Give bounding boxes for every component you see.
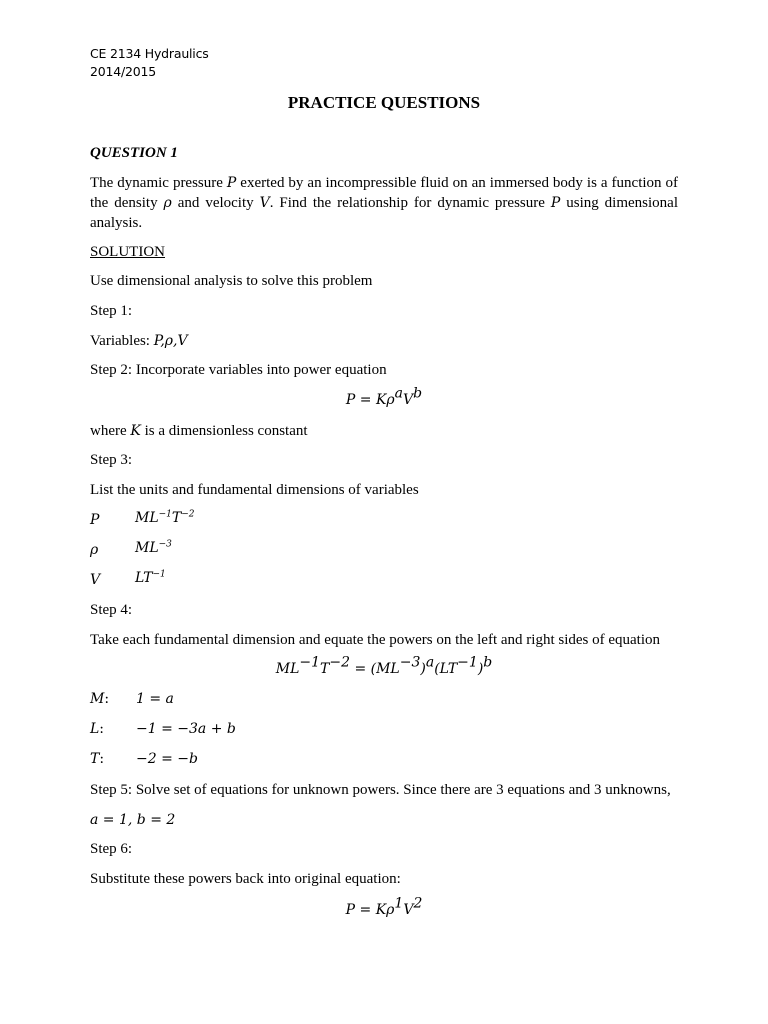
course-header: CE 2134 Hydraulics — [90, 46, 209, 61]
dim-var-rho: ρ — [90, 542, 99, 558]
dim-var-p: P — [90, 512, 100, 528]
dim-var-v: V — [90, 572, 101, 588]
dim-value-p: $ML^{-1}T^{-2}$ — [135, 509, 195, 526]
step3-label: Step 3: — [90, 452, 133, 468]
solution-intro: Use dimensional analysis to solve this problem — [90, 273, 373, 289]
solution-heading: SOLUTION — [90, 244, 165, 260]
question-heading: QUESTION 1 — [90, 145, 178, 161]
year-header: 2014/2015 — [90, 64, 157, 79]
dimension-equation: $ML^{-1}T^{-2} = (ML^{-3})^a(LT^{-1})^b$ — [275, 654, 493, 677]
list-units-line: List the units and fundamental dimensions of variables — [90, 482, 419, 498]
power-label-l: L: — [90, 721, 105, 737]
substitute-line: Substitute these powers back into original equation: — [90, 871, 401, 887]
power-equation: $P = K\rho^aV^b$ — [345, 385, 423, 408]
power-eq-l: −1 = −3a + b — [136, 721, 236, 737]
power-eq-m: 1 = a — [136, 691, 174, 707]
variables-line: Variables: P,ρ,V — [90, 333, 188, 349]
step1-label: Step 1: — [90, 303, 133, 319]
take-each-line: Take each fundamental dimension and equate the powers on the left and right sides of equation — [90, 632, 661, 648]
final-equation: $P = K\rho^1V^2$ — [345, 895, 423, 918]
question-text: The dynamic pressure P exerted by an incompressible fluid on an immersed body is a function of the density ρ and velocity V. Find the relationship for dynamic pressure P using dimensional analysis. — [90, 175, 679, 231]
where-line: where K is a dimensionless constant — [90, 423, 308, 439]
step5-line: Step 5: Solve set of equations for unknown powers. Since there are 3 equations and 3 unknowns, — [90, 782, 671, 798]
step6-label: Step 6: — [90, 841, 133, 857]
power-label-m: M: — [90, 691, 110, 707]
result-line: a = 1, b = 2 — [90, 812, 176, 828]
step2-label: Step 2: Incorporate variables into power equation — [90, 362, 387, 378]
step4-label: Step 4: — [90, 602, 133, 618]
dim-value-rho: $ML^{-3}$ — [135, 539, 172, 556]
page-title: PRACTICE QUESTIONS — [287, 93, 481, 112]
dim-value-v: $LT^{-1}$ — [135, 569, 166, 586]
power-eq-t: −2 = −b — [136, 751, 198, 767]
power-label-t: T: — [90, 751, 105, 767]
